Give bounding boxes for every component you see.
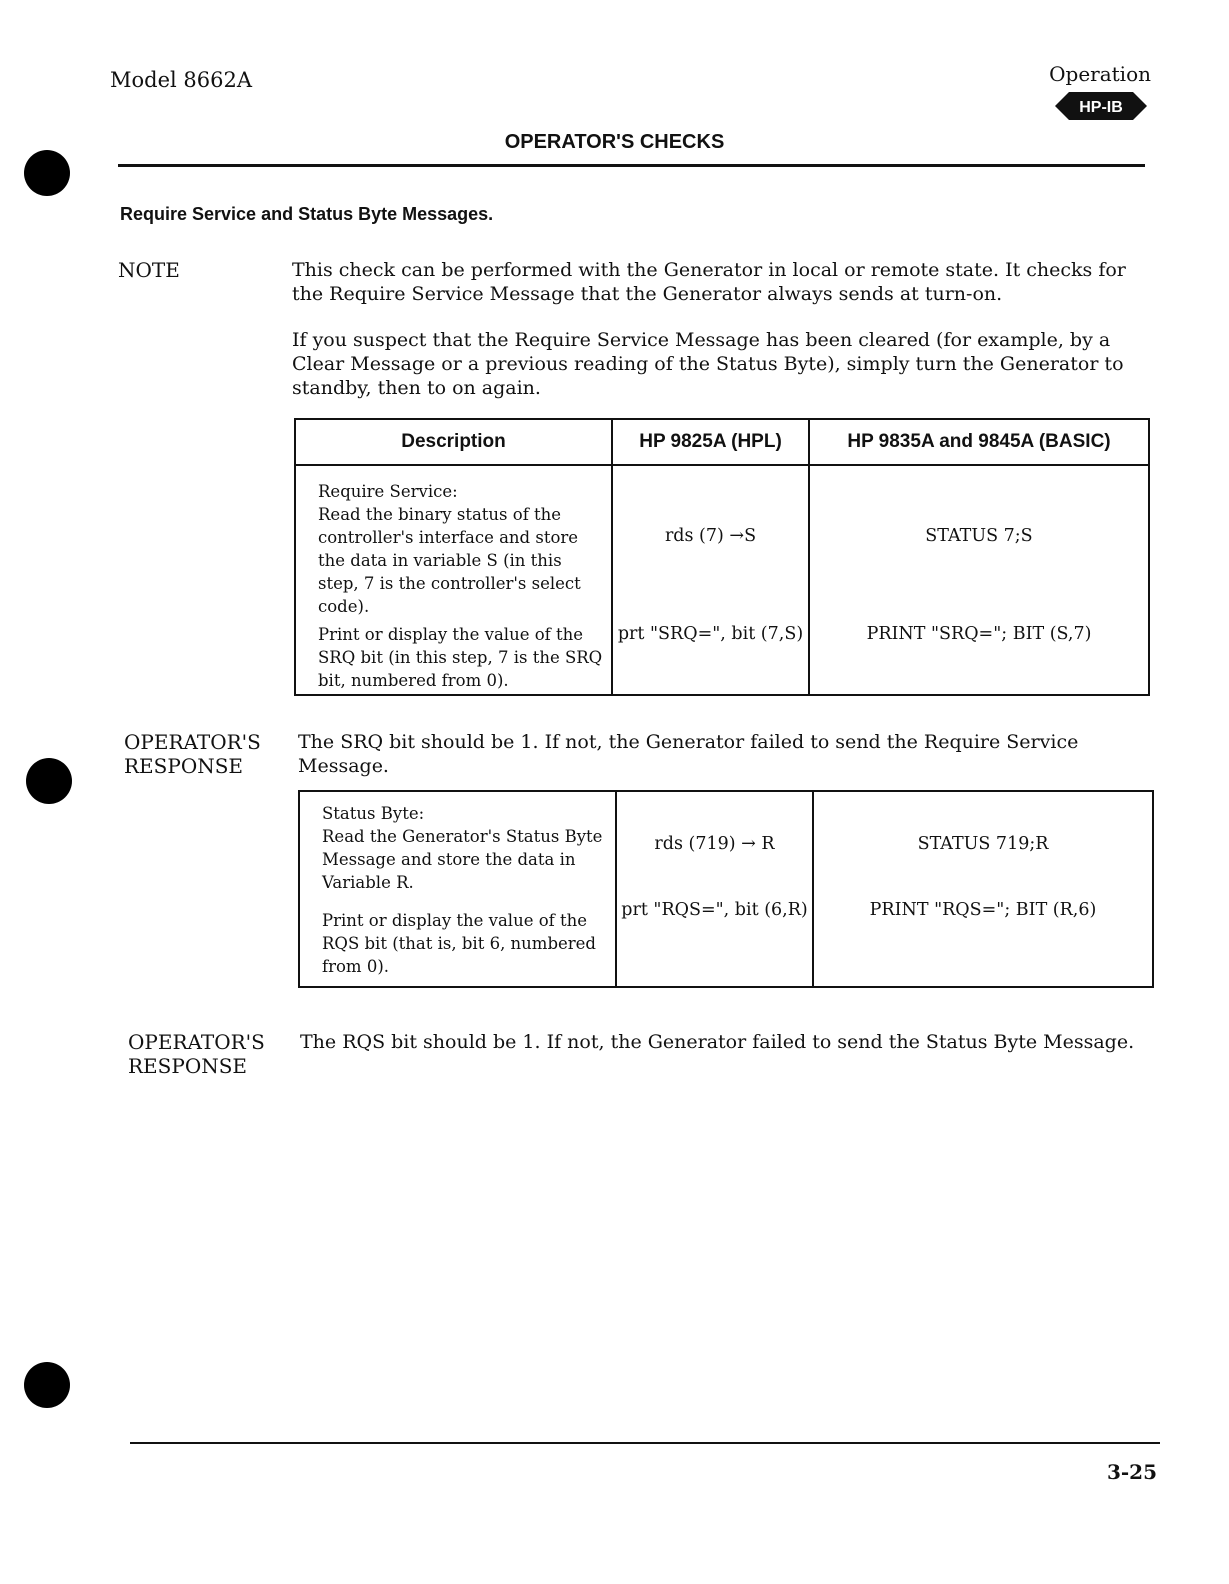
footer-rule [130, 1442, 1160, 1444]
section-label: Operation [1049, 62, 1151, 86]
binder-hole-middle [26, 758, 72, 804]
command-table-1 [294, 418, 1150, 696]
hpl-cell [616, 791, 813, 987]
step-title: Require Service: [318, 482, 458, 501]
description-cell [299, 791, 616, 987]
step-description: Read the binary status of the controller's interface and store the data in variable S (in this step, 7 is the controller's select code). [318, 505, 581, 616]
basic-cell [809, 465, 1149, 695]
header-basic: HP 9835A and 9845A (BASIC) [809, 419, 1149, 465]
header-rule [118, 164, 1145, 167]
note-label: NOTE [118, 258, 180, 282]
hpl-command: prt "SRQ=", bit (7,S) [617, 624, 804, 644]
response-label [128, 1030, 265, 1078]
step-description: Print or display the value of the RQS bit (that is, bit 6, numbered from 0). [322, 911, 596, 976]
response-label-line1: OPERATOR'S [128, 1030, 265, 1054]
hpl-cell [612, 465, 809, 695]
page-number: 3-25 [1106, 1460, 1157, 1484]
response-text: The SRQ bit should be 1. If not, the Generator failed to send the Require Service Message. [298, 731, 1079, 777]
badge-text: HP-IB [1079, 99, 1123, 116]
hpl-command: rds (7) →S [664, 526, 757, 546]
page-title: OPERATOR'S CHECKS [504, 131, 725, 153]
header-description: Description [295, 419, 612, 465]
step-description: Print or display the value of the SRQ bit (in this step, 7 is the SRQ bit, numbered from 0). [318, 625, 603, 690]
hpl-command: prt "RQS=", bit (6,R) [621, 900, 808, 920]
step-description: Read the Generator's Status Byte Message and store the data in Variable R. [322, 827, 603, 892]
basic-cell [813, 791, 1153, 987]
hp-ib-badge-icon [1055, 90, 1147, 122]
response-label-line1: OPERATOR'S [124, 730, 261, 754]
basic-command: PRINT "SRQ="; BIT (S,7) [866, 624, 1092, 644]
response-text: The RQS bit should be 1. If not, the Generator failed to send the Status Byte Message. [300, 1031, 1135, 1053]
binder-hole-top [24, 150, 70, 196]
table-row [299, 791, 1153, 987]
response-label [124, 730, 261, 778]
command-table-2 [298, 790, 1154, 988]
binder-hole-bottom [24, 1362, 70, 1408]
description-cell [295, 465, 612, 695]
response-label-line2: RESPONSE [124, 754, 244, 778]
note-paragraph-2: If you suspect that the Require Service Message has been cleared (for example, by a Clear Message or a previous reading of the Status Byte), simply turn the Generator to standby, then to on again. [292, 329, 1124, 399]
basic-command: STATUS 7;S [925, 526, 1033, 546]
note-paragraph-1: This check can be performed with the Generator in local or remote state. It checks for the Require Service Message that the Generator always sends at turn-on. [292, 259, 1126, 305]
model-label: Model 8662A [110, 68, 253, 92]
response-label-line2: RESPONSE [128, 1054, 248, 1078]
step-title: Status Byte: [322, 804, 425, 823]
hpl-command: rds (719) → R [654, 834, 775, 854]
table-header-row [295, 419, 1149, 465]
basic-command: STATUS 719;R [917, 834, 1049, 854]
basic-command: PRINT "RQS="; BIT (R,6) [869, 900, 1097, 920]
table-row [295, 465, 1149, 695]
subheading: Require Service and Status Byte Messages. [120, 204, 494, 224]
header-hpl: HP 9825A (HPL) [612, 419, 809, 465]
